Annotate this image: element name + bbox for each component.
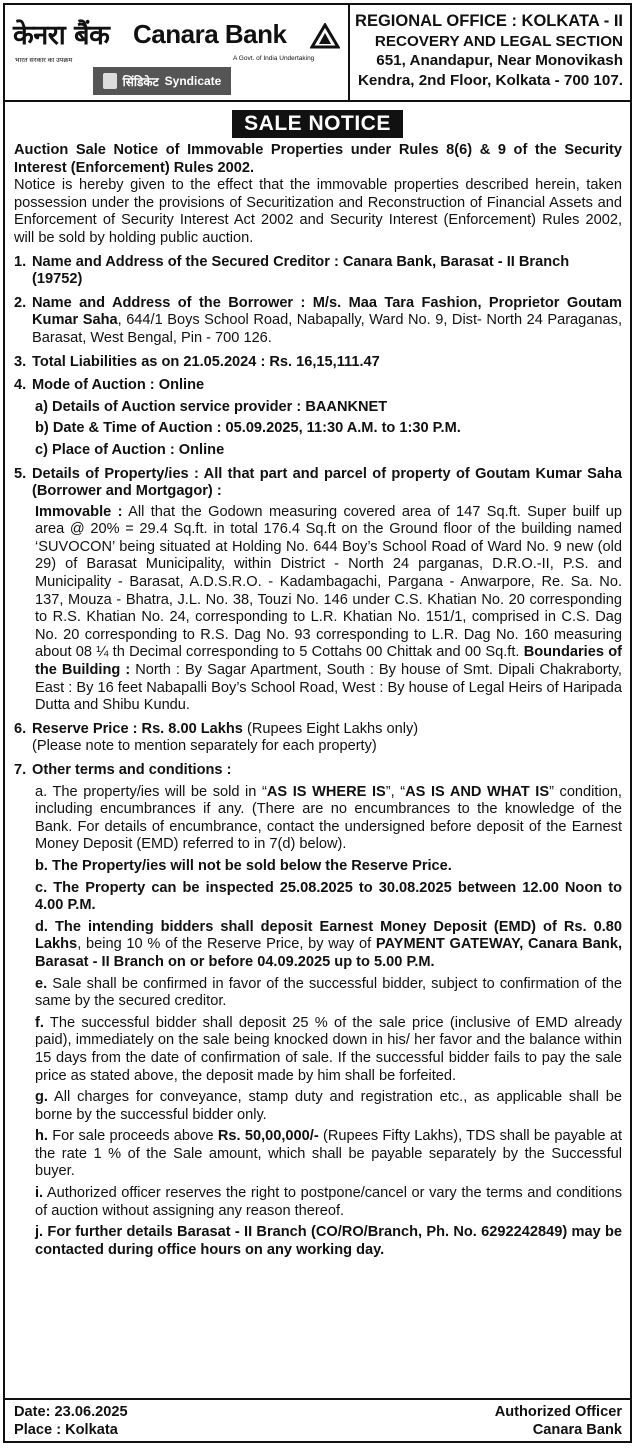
auction-mode: Mode of Auction : Online: [32, 377, 205, 394]
reserve-price: [32, 721, 622, 756]
notice-date: Date: 23.06.2025: [14, 1404, 128, 1420]
list-item: [14, 354, 622, 372]
notice-place: Place : Kolkata: [14, 1421, 118, 1438]
footer-bank-name: Canara Bank: [532, 1421, 622, 1438]
syndicate-logo: [93, 67, 231, 95]
list-item: [14, 721, 622, 756]
item-number: 4.: [14, 377, 27, 394]
header: [5, 5, 630, 102]
terms-heading: Other terms and conditions :: [32, 762, 232, 778]
bank-name-hindi: केनरा बैंक: [13, 20, 110, 51]
authorized-officer: Authorized Officer: [494, 1404, 622, 1420]
footer-left: [14, 1404, 128, 1439]
term-f: f. The successful bidder shall deposit 25 % of the sale price (inclusive of EMD already paid), immediately on the sale being knocked down in his/ her favor and the balance within 15 days from the date of confirmation of sale. If the successful bidder fails to pay the sale price as stated above, the deposit made by him shall be forfeited.: [35, 1014, 622, 1084]
boundaries-text: North : By Sagar Apartment, South : By house of Smt. Dipali Chakraborty, East : By 16 feet Nabapalli Boy’s School Road, West : By house of Legal Heirs of Haripada Dutta and Shibu Kundu.: [35, 662, 622, 714]
term-d: d. The intending bidders shall deposit Earnest Money Deposit (EMD) of Rs. 0.80 Lakhs, being 10 % of the Reserve Price, by way of PAYMENT GATEWAY, Canara Bank, Barasat - II Branch on or before 04.09.2025 up to 5.00 P.M.: [35, 918, 622, 970]
term-c: c. The Property can be inspected 25.08.2025 to 30.08.2025 between 12.00 Noon to 4.00 P.M.: [35, 879, 622, 914]
item-number: 2.: [14, 294, 27, 311]
list-item: [14, 254, 622, 289]
immovable-text: All that the Godown measuring covered area of 147 Sq.ft. Super builf up area @ 20% = 29.4 Sq.ft. in total 176.4 Sq.ft on the Ground floor of the building named ‘SUVOCON’ being situated at Holding No. 644 Boy’s School Road of Ward No. 9 new (old 29) of Barasat Municipality, within District - North 24 parganas, D.R.O.-II, P.S. and Municipality - Barasat, A.D.S.R.O. - Kadambagachi, Pargana - Anwarpore, Re. Sa. No. 137, Mouza - Bhatra, J.L. No. 38, Touzi No. 146 under C.S. Khatian No. 20 corresponding to R.S. Khatian No. 24, corresponding to L.R. Khatian No. 151/1, comprised in C.S. Dag No. 20 corresponding to R.S. Dag No. 93 corresponding to L.R. Dag No. 160 measuring about 08 ¼ th Decimal corresponding to 5 Cottahs 00 Chittak and 00 Sq.ft.: [35, 503, 622, 661]
syndicate-name: Syndicate: [164, 74, 222, 88]
total-liabilities: Total Liabilities as on 21.05.2024 : Rs. 16,15,111.47: [32, 353, 380, 370]
property-description: [35, 504, 622, 715]
secured-creditor: Name and Address of the Secured Creditor : Canara Bank, Barasat - II Branch (19752): [32, 253, 570, 288]
item-number: 5.: [14, 465, 27, 482]
item-number: 7.: [14, 762, 27, 778]
item-number: 6.: [14, 720, 27, 737]
term-i: i. Authorized officer reserves the right to postpone/cancel or vary the terms and conditions of auction without assigning any reason thereof.: [35, 1185, 622, 1219]
reserve-price-words: (Rupees Eight Lakhs only): [242, 720, 419, 737]
bank-name: Canara Bank: [133, 19, 287, 49]
office-line: 651, Anandapur, Near Monovikash: [376, 52, 623, 69]
reserve-price-value: Reserve Price : Rs. 8.00 Lakhs: [32, 720, 243, 737]
property-details-heading: Details of Property/ies : All that part and parcel of property of Goutam Kumar Saha (Borrower and Mortgagor) :: [32, 465, 622, 500]
notice-body: [5, 138, 630, 1259]
term-b: b. The Property/ies will not be sold below the Reserve Price.: [35, 857, 452, 874]
footer: [5, 1398, 630, 1439]
boundaries-label: Boundaries of the Building :: [35, 644, 622, 679]
auction-provider: a) Details of Auction service provider : BAANKNET: [35, 398, 388, 415]
office-line: Kendra, 2nd Floor, Kolkata - 700 107.: [357, 71, 623, 89]
immovable-label: Immovable :: [35, 503, 123, 520]
item-number: 3.: [14, 353, 27, 370]
list-item: [14, 377, 622, 395]
term-h: h. For sale proceeds above Rs. 50,00,000/- (Rupees Fifty Lakhs), TDS shall be payable at the rate 1 % of the Sale amount, which shall be payable separately by the Successful buyer.: [35, 1128, 623, 1180]
bank-tagline-hindi: भारत सरकार का उपक्रम: [15, 57, 73, 64]
term-a: a. The property/ies will be sold in “AS IS WHERE IS”, “AS IS AND WHAT IS” condition, including encumbrances if any. (There are no encumbrances to the knowledge of the Bank. For details of encumbrance, contact the undersigned before deposit of the Earnest Money Deposit (EMD) referred to in 7(d) below).: [35, 783, 622, 853]
list-item: [14, 466, 622, 501]
term-j: j. For further details Barasat - II Branch (CO/RO/Branch, Ph. No. 6292242849) may be contacted during office hours on any working day.: [35, 1224, 622, 1258]
bank-logo-block: [5, 5, 350, 100]
reserve-price-note: (Please note to mention separately for each property): [32, 738, 377, 755]
office-address: [350, 5, 630, 100]
office-line: REGIONAL OFFICE : KOLKATA - II: [355, 12, 623, 30]
auction-place: c) Place of Auction : Online: [35, 441, 225, 458]
term-g: g. All charges for conveyance, stamp duty and registration etc., as applicable shall be borne by the successful bidder only.: [35, 1089, 622, 1123]
notice-intro: Notice is hereby given to the effect that the immovable properties described herein, taken possession under the provisions of Securitization and Reconstruction of Financial Assets and Enforcement of Security Interest Act 2002 and Security Interest (Enforcement) Rules 2002, will be sold by holding public auction.: [14, 177, 622, 246]
auction-datetime: b) Date & Time of Auction : 05.09.2025, 11:30 A.M. to 1:30 P.M.: [35, 420, 461, 437]
term-e: e. Sale shall be confirmed in favor of the successful bidder, subject to confirmation of the same by the secured creditor.: [35, 975, 622, 1010]
list-item: [14, 295, 622, 348]
list-item: [14, 762, 622, 780]
borrower-name: Name and Address of the Borrower : M/s. Maa Tara Fashion, Proprietor Goutam Kumar Saha: [32, 294, 622, 329]
syndicate-name-hindi: सिंडिकेट: [122, 74, 159, 89]
sale-notice: [3, 3, 632, 1443]
footer-right: [495, 1404, 622, 1439]
item-number: 1.: [14, 253, 27, 270]
borrower-address: , 644/1 Boys School Road, Nabapally, Ward No. 9, Dist- North 24 Paraganas, Barasat, West Bengal, Pin - 700 126.: [32, 312, 622, 346]
canara-logo-icon: [310, 23, 340, 49]
borrower-details: [32, 295, 622, 348]
govt-undertaking-tag: A Govt. of India Undertaking: [233, 55, 315, 62]
notice-subtitle: Auction Sale Notice of Immovable Properties under Rules 8(6) & 9 of the Security Interest (Enforcement) Rules 2002.: [14, 142, 622, 176]
office-line: RECOVERY AND LEGAL SECTION: [374, 32, 623, 50]
page-title: SALE NOTICE: [232, 110, 403, 138]
syndicate-emblem-icon: [103, 73, 117, 89]
